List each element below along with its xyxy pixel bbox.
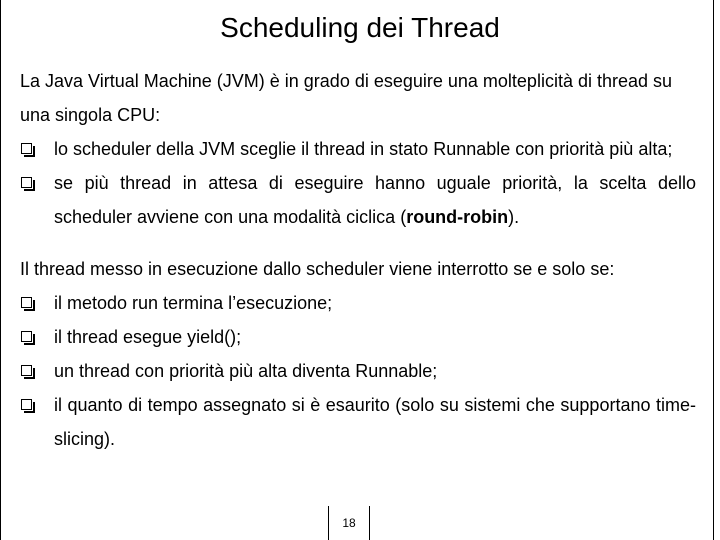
bullet-text: lo scheduler della JVM sceglie il thread in stato Runnable con priorità più alta; [54, 139, 673, 159]
list-item [20, 286, 696, 320]
bullet-text: il thread esegue yield(); [54, 327, 242, 347]
slide-border-left [0, 0, 1, 540]
slide-body [20, 64, 696, 456]
slide-title: Scheduling dei Thread [220, 12, 500, 43]
checkbox-square-icon-shadow [24, 180, 35, 191]
bullet-text: il metodo run termina l’esecuzione; [54, 293, 333, 313]
checkbox-square-icon-shadow [24, 402, 35, 413]
list-item [20, 320, 696, 354]
list-item [20, 354, 696, 388]
bullet-text-bold: round-robin [406, 207, 509, 227]
bullet-text: se più thread in attesa di eseguire hanno uguale priorità, la scelta dello scheduler avviene con una modalità ciclica ( [54, 173, 696, 227]
list-item [20, 388, 696, 456]
intro-paragraph: La Java Virtual Machine (JVM) è in grado di eseguire una molteplicità di thread su una singola CPU: [20, 71, 673, 125]
checkbox-square-icon-shadow [24, 300, 35, 311]
bullet-text: un thread con priorità più alta diventa Runnable; [54, 361, 438, 381]
list-item [20, 132, 696, 166]
checkbox-square-icon-shadow [24, 368, 35, 379]
checkbox-square-icon-shadow [24, 146, 35, 157]
bullet-text-end: ). [508, 207, 520, 227]
slide-border-right [713, 0, 714, 540]
bullet-text: il quanto di tempo assegnato si è esaurito (solo su sistemi che supportano time-slicing). [54, 395, 696, 449]
list-item [20, 166, 696, 234]
bullet-list-interrupt [20, 286, 696, 456]
bullet-list-jvm [20, 132, 696, 234]
checkbox-square-icon-shadow [24, 334, 35, 345]
page-number: 18 [328, 506, 370, 540]
interrupt-paragraph: Il thread messo in esecuzione dallo scheduler viene interrotto se e solo se: [20, 259, 615, 279]
